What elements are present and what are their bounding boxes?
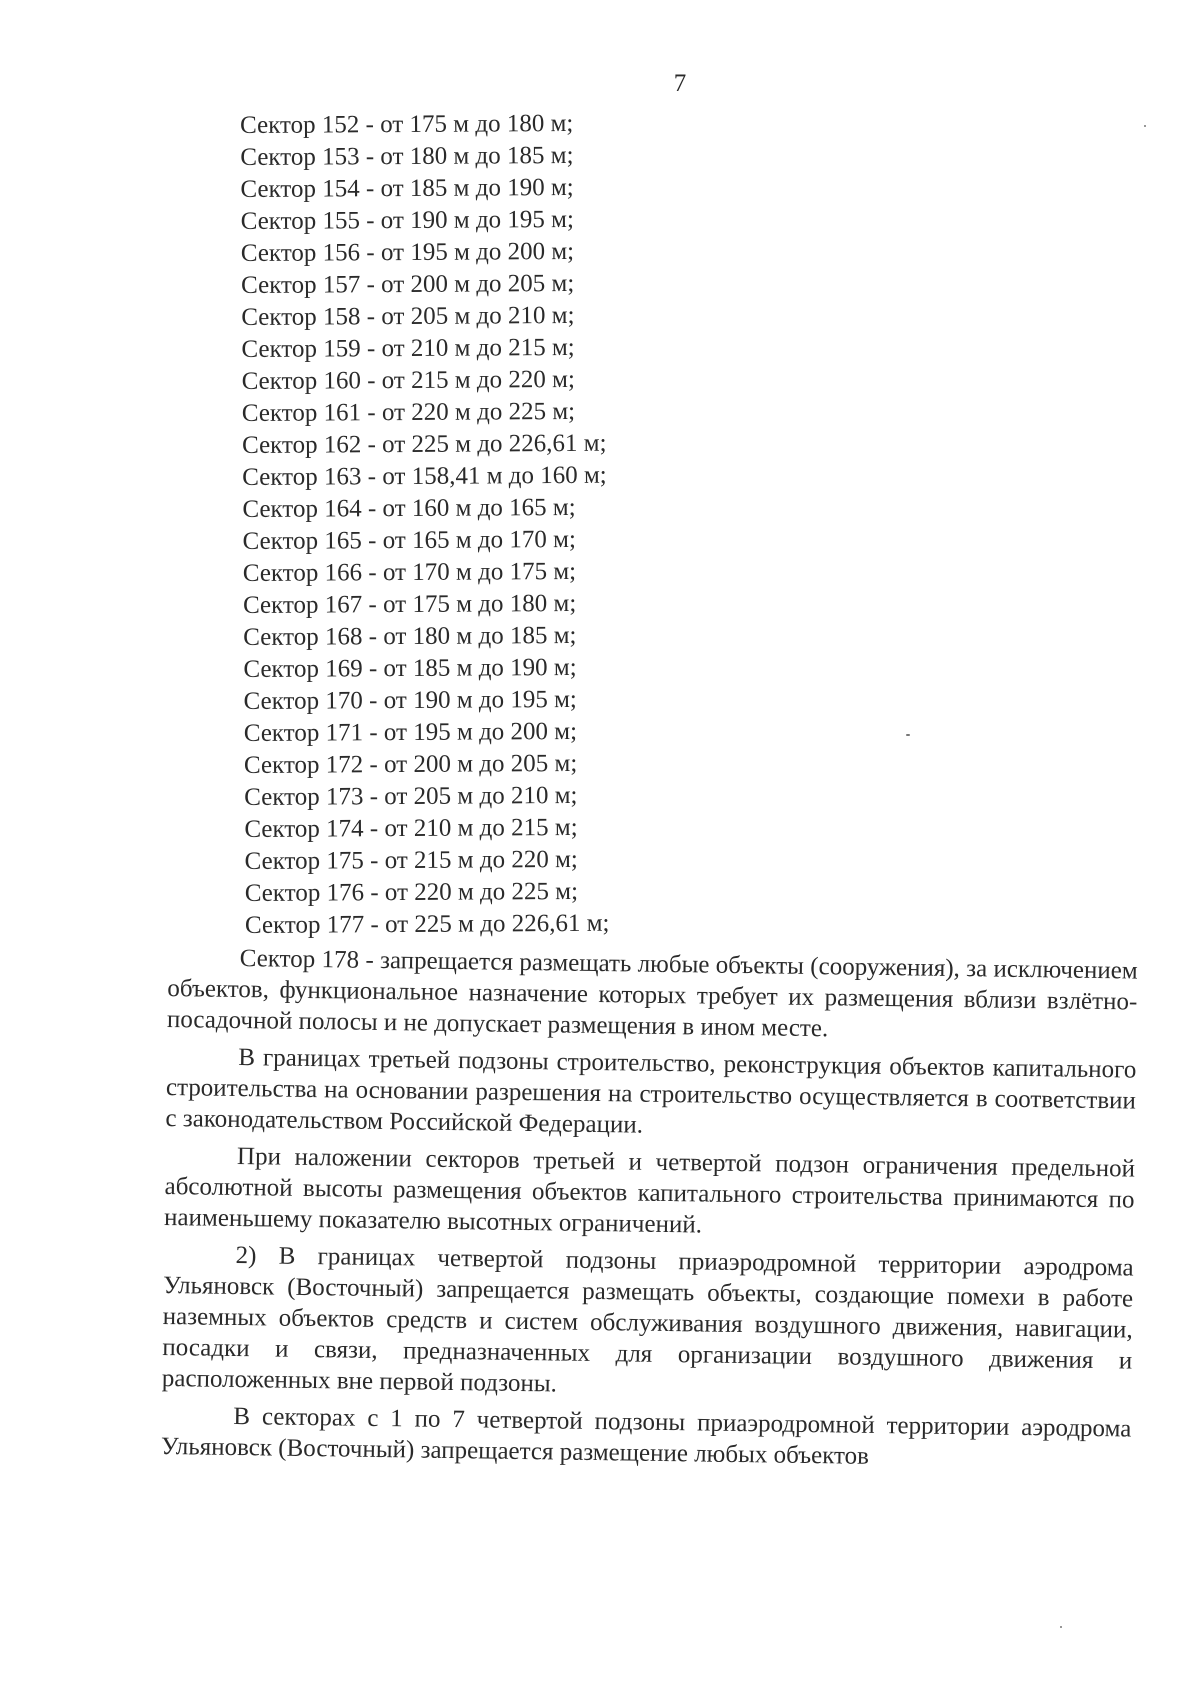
- paragraph-fourth-subzone: 2) В границах четвертой подзоны приаэродромной территории аэродрома Ульяновск (Восточный) запрещается размещать объекты, создающие помехи в работе наземных объектов средств и систем обслуживания воздушного движения, навигации, посадки и связи, предназначенных для организации воздушного движения и расположенных вне первой подзоны.: [161, 1241, 1134, 1398]
- sector-item: Сектор 156 - от 195 м до 200 м;: [240, 237, 575, 267]
- sector-item: Сектор 162 - от 225 м до 226,61 м;: [241, 429, 607, 459]
- paragraph-sector-178: Сектор 178 - запрещается размещать любые объекты (сооружения), за исключением объектов, функциональное назначение которых требует их размещения вблизи взлётно-посадочной полосы и не допускает размещения в ином месте.: [166, 945, 1138, 1043]
- sector-item: Сектор 154 - от 185 м до 190 м;: [240, 173, 574, 203]
- sector-item: Сектор 170 - от 190 м до 195 м;: [243, 685, 577, 715]
- sector-list: [240, 106, 945, 942]
- sector-item: Сектор 177 - от 225 м до 226,61 м;: [244, 909, 610, 939]
- sector-item: Сектор 165 - от 165 м до 170 м;: [242, 525, 576, 555]
- sector-item: Сектор 159 - от 210 м до 215 м;: [241, 333, 575, 363]
- sector-item: Сектор 176 - от 220 м до 225 м;: [244, 877, 579, 907]
- page-number: 7: [673, 70, 687, 97]
- sector-item: Сектор 171 - от 195 м до 200 м;: [243, 717, 578, 747]
- sector-item: Сектор 158 - от 205 м до 210 м;: [241, 301, 575, 331]
- sector-item: Сектор 155 - от 190 м до 195 м;: [240, 205, 574, 235]
- sector-item: Сектор 174 - от 210 м до 215 м;: [244, 813, 578, 843]
- sector-item: Сектор 152 - от 175 м до 180 м;: [240, 109, 574, 139]
- sector-item: Сектор 161 - от 220 м до 225 м;: [241, 397, 576, 427]
- sector-item: Сектор 167 - от 175 м до 180 м;: [242, 589, 577, 619]
- paragraph-third-subzone: В границах третьей подзоны строительство, реконструкция объектов капитального строительства на основании разрешения на строительство осуществляется в соответствии с законодательством Российской Федерации.: [165, 1043, 1137, 1139]
- scan-speck: [1144, 125, 1146, 127]
- sector-item: Сектор 168 - от 180 м до 185 м;: [243, 621, 577, 651]
- paragraph-sectors-1-7: В секторах с 1 по 7 четвертой подзоны приаэродромной территории аэродрома Ульяновск (Восточный) запрещается размещение любых объектов: [160, 1402, 1132, 1470]
- sector-item: Сектор 160 - от 215 м до 220 м;: [241, 365, 575, 395]
- scan-speck: [1060, 1626, 1062, 1628]
- paragraph-overlap-rule: При наложении секторов третьей и четвертой подзон ограничения предельной абсолютной высоты размещения объектов капитального строительства принимаются по наименьшему показателю высотных ограничений.: [163, 1142, 1136, 1239]
- body-text: [161, 942, 1138, 1481]
- sector-item: Сектор 166 - от 170 м до 175 м;: [242, 557, 577, 587]
- scan-speck: [906, 734, 910, 736]
- sector-item: Сектор 164 - от 160 м до 165 м;: [242, 493, 576, 523]
- sector-item: Сектор 169 - от 185 м до 190 м;: [243, 653, 577, 683]
- sector-item: Сектор 173 - от 205 м до 210 м;: [244, 781, 578, 811]
- sector-item: Сектор 163 - от 158,41 м до 160 м;: [242, 461, 607, 491]
- sector-item: Сектор 153 - от 180 м до 185 м;: [240, 141, 574, 171]
- sector-item: Сектор 157 - от 200 м до 205 м;: [240, 269, 575, 299]
- sector-item: Сектор 172 - от 200 м до 205 м;: [243, 749, 578, 779]
- sector-item: Сектор 175 - от 215 м до 220 м;: [244, 845, 578, 875]
